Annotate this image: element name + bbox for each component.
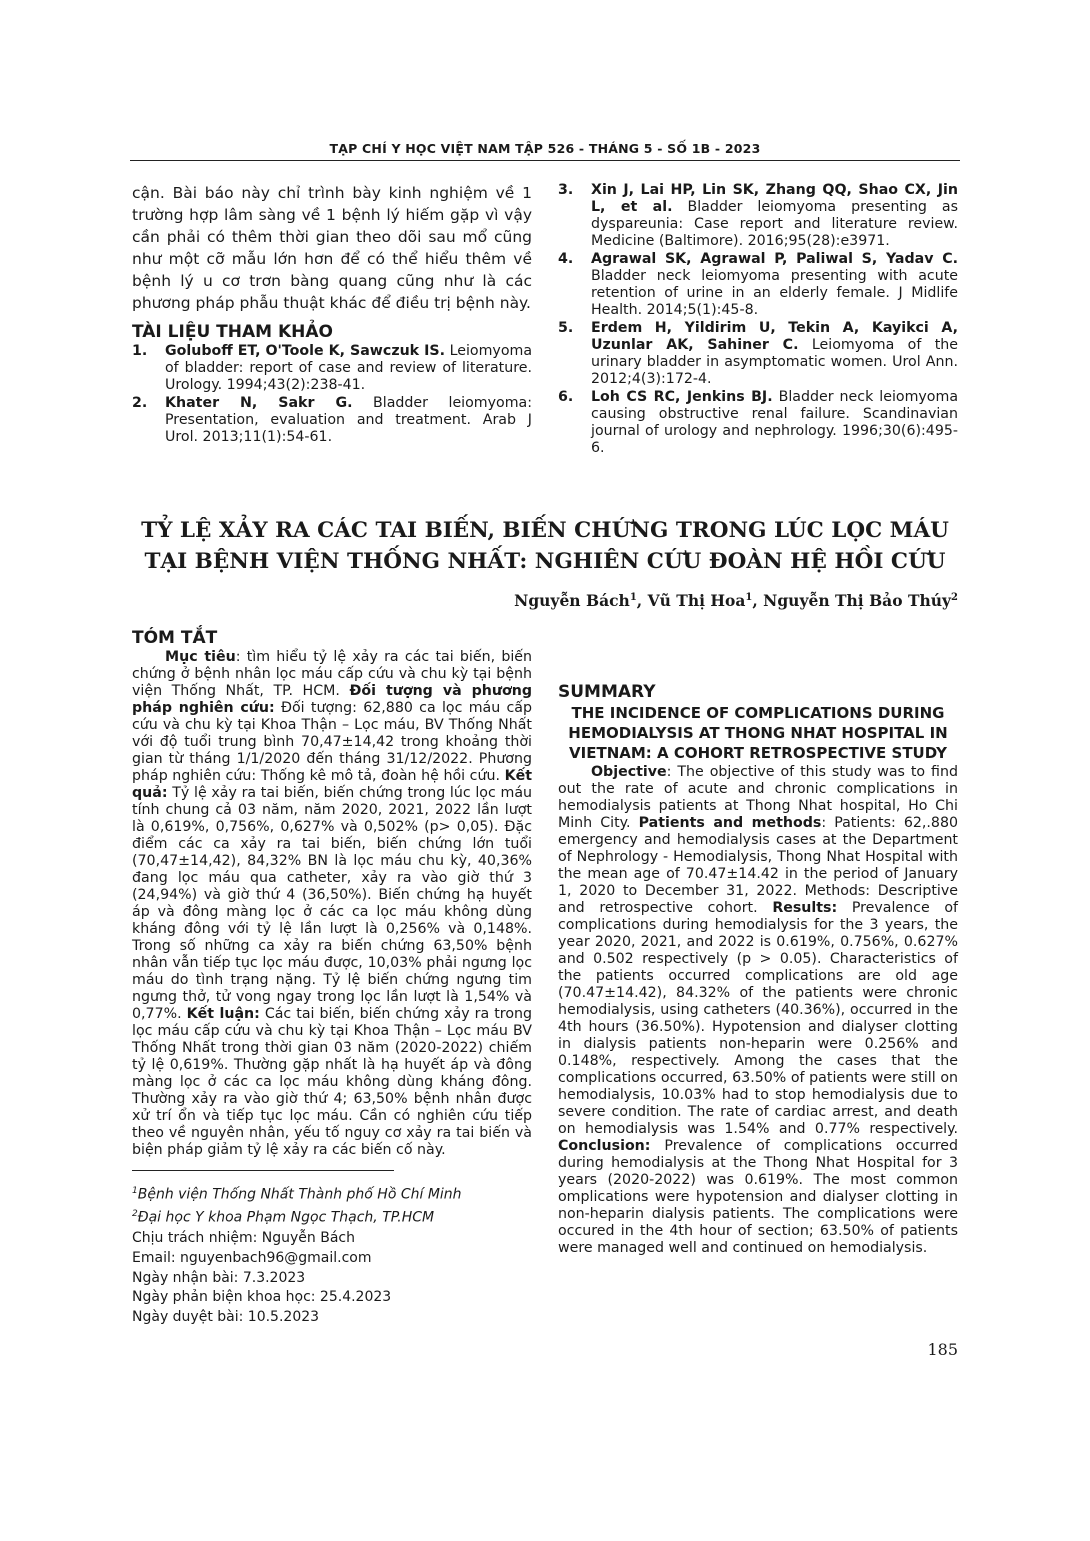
reference-number: 2. — [132, 395, 148, 411]
reference-text: Bladder leiomyoma presenting as dyspareunia: Case report and literature review. Medicine (Baltimore). 2016;95(28):e3971. — [591, 199, 958, 249]
reference-item — [558, 389, 958, 457]
summary-title: THE INCIDENCE OF COMPLICATIONS DURING HEMODIALYSIS AT THONG NHAT HOSPITAL IN VIETNAM: A COHORT RETROSPECTIVE STUDY — [568, 704, 948, 762]
reference-authors: Goluboff ET, O'Toole K, Sawczuk IS. — [165, 343, 446, 359]
reference-item — [558, 182, 958, 250]
reference-authors: Agrawal SK, Agrawal P, Paliwal S, Yadav C. — [591, 251, 958, 267]
reference-item — [132, 343, 532, 394]
objective-label: Objective — [591, 764, 667, 780]
reference-text: Leiomyoma of the urinary bladder in asymptomatic women. Urol Ann. 2012;4(3):172-4. — [591, 337, 959, 387]
reference-text: Bladder neck leiomyoma presenting with acute retention of urine in an elderly female. J Midlife Health. 2014;5(1):45-8. — [591, 268, 958, 318]
reference-number: 6. — [558, 389, 574, 405]
conclusion-label: Conclusion: — [558, 1138, 651, 1154]
summary-heading: SUMMARY — [558, 682, 656, 702]
author-name: Vũ Thị Hoa — [647, 591, 746, 610]
prev-article-left-column — [132, 182, 532, 447]
conclusion-label: Kết luận: — [186, 1006, 260, 1022]
abstract-vi — [132, 630, 532, 1159]
reference-number: 1. — [132, 343, 148, 359]
reference-authors: Xin J, Lai HP, Lin SK, Zhang QQ, Shao CX, Jin L, et al. — [591, 182, 958, 215]
prev-article-right-column — [558, 182, 958, 458]
methods-label: Patients and methods — [638, 815, 822, 831]
reference-item — [132, 395, 532, 446]
accepted-date: Ngày duyệt bài: 10.5.2023 — [132, 1309, 320, 1326]
author-name: Nguyễn Bách — [514, 591, 630, 610]
abstract-vi-heading: TÓM TẮT — [132, 628, 218, 648]
contact-email: Email: nguyenbach96@gmail.com — [132, 1249, 372, 1266]
reference-number: 4. — [558, 251, 574, 267]
reference-authors: Loh CS RC, Jenkins BJ. — [591, 389, 773, 405]
author-affiliation-sup: 1 — [629, 591, 637, 603]
reference-text: Bladder leiomyoma: Presentation, evaluation and treatment. Arab J Urol. 2013;11(1):54-61. — [165, 395, 532, 445]
article-title-line-2: TẠI BỆNH VIỆN THỐNG NHẤT: NGHIÊN CỨU ĐOÀN HỆ HỒI CỨU — [144, 549, 946, 574]
reference-text: Leiomyoma of bladder: report of case and review of literature. Urology. 1994;43(2):238-41. — [165, 343, 533, 393]
footnote-rule — [132, 1170, 394, 1171]
abstract-vi-body: Mục tiêu: tìm hiểu tỷ lệ xảy ra các tai biến, biến chứng ở bệnh nhân lọc máu cấp cứu và chu kỳ tại bệnh viện Thống Nhất, TP. HCM. Đối tượng và phương pháp nghiên cứu: Đối tượng: 62,880 ca lọc máu cấp cứu và chu kỳ tại Khoa Thận – Lọc máu, BV Thống Nhất với độ tuổi trung bình 70,47±14,42 trong khoảng thời gian từ tháng 1/1/2020 đến tháng 31/12/2022. Phương pháp nghiên cứu: Thống kê mô tả, đoàn hệ hồi cứu. Kết quả: Tỷ lệ xảy ra tai biến, biến chứng trong lúc lọc máu tính chung cả 03 năm, năm 2020, 2021, 2022 lần lượt là 0,619%, 0,756%, 0,627% và 0,502% (p> 0,05). Đặc điểm các ca xảy ra tai biến, biến chứng lớn tuổi (70,47±14,42), 84,32% BN là lọc máu chu kỳ, 40,36% đang lọc máu qua catheter, xảy ra vào giờ thứ 3 (24,94%) và giờ thứ 4 (36,50%). Biến chứng hạ huyết áp và đông màng lọc ở các ca lọc máu không dùng kháng đông với tỷ lệ lần lượt là 0,256% và 0,148%. Trong số những ca xảy ra biến chứng 63,50% bệnh nhân vẫn tiếp tục lọc máu được, 10,03% phải ngưng lọc máu do tình trạng nặng. Tỷ lệ biến chứng ngưng tim ngưng thở, tử vong ngay trong lọc lần lượt là 1,54% và 0,77%. Kết luận: Các tai biến, biến chứng xảy ra trong lọc máu cấp cứu và chu kỳ tại Khoa Thận – Lọc máu BV Thống Nhất trong thời gian 03 năm (2020-2022) chiếm tỷ lệ 0,619%. Thường gặp nhất là hạ huyết áp và đông màng lọc ở các ca lọc máu không dùng kháng đông. Thường xảy ra vào giờ thứ 4; 63,50% bệnh nhân được xử trí ổn và tiếp tục lọc máu. Cần có nghiên cứu tiếp theo về nguyên nhân, yếu tố nguy cơ xảy ra tai biến và biện pháp giảm tỷ lệ xảy ra các biến cố này. — [132, 649, 533, 1158]
responsible-author: Chịu trách nhiệm: Nguyễn Bách — [132, 1229, 355, 1246]
abstract-en — [558, 684, 958, 1257]
results-label: Results: — [772, 900, 838, 916]
affiliation-2: $^2$Đại học Y khoa Phạm Ngọc Thạch, TP.HCM — [132, 1209, 435, 1227]
prev-article-conclusion: cận. Bài báo này chỉ trình bày kinh nghiệm về 1 trường hợp lâm sàng về 1 bệnh lý hiếm gặp vì vậy cần phải có thêm thời gian theo dõi sau mổ cũng như một cỡ mẫu lớn hơn để có thể hiểu thêm về bệnh lý u cơ trơn bàng quang cũng như là các phương pháp phẫu thuật khác để điều trị bệnh này. — [132, 184, 532, 312]
reference-number: 5. — [558, 320, 574, 336]
reference-authors: Erdem H, Yildirim U, Tekin A, Kayikci A, Uzunlar AK, Sahiner C. — [591, 320, 958, 353]
received-date: Ngày nhận bài: 7.3.2023 — [132, 1269, 306, 1286]
page-number: 185 — [927, 1340, 958, 1359]
journal-header: TẠP CHÍ Y HỌC VIỆT NAM TẬP 526 - THÁNG 5 - SỐ 1B - 2023 — [329, 141, 761, 156]
objective-label: Mục tiêu — [165, 649, 236, 665]
reference-number: 3. — [558, 182, 574, 198]
author-affiliation-sup: 1 — [745, 591, 753, 603]
reference-text: Bladder neck leiomyoma causing obstructive renal failure. Scandinavian journal of urology and nephrology. 1996;30(6):495-6. — [591, 389, 959, 456]
header-rule — [130, 160, 960, 161]
reference-item — [558, 251, 958, 319]
methods-label: Đối tượng và phương pháp nghiên cứu: — [132, 683, 532, 716]
author-affiliation-sup: 2 — [951, 591, 958, 603]
article-authors: Nguyễn Bách$^1$, Vũ Thị Hoa$^1$, Nguyễn Thị Bảo Thúy$^2$ — [514, 591, 958, 610]
reference-item — [558, 320, 958, 388]
reference-authors: Khater N, Sakr G. — [165, 395, 353, 411]
review-date: Ngày phản biện khoa học: 25.4.2023 — [132, 1289, 392, 1306]
footnotes — [132, 1182, 532, 1328]
results-label: Kết quả: — [132, 768, 532, 801]
summary-body: Objective: The objective of this study was to find out the rate of acute and chronic complications in hemodialysis patients at Thong Nhat hospital, Ho Chi Minh City. Patients and methods: Patients: 62,.880 emergency and hemodialysis cases at the Department of Nephrology - Hemodialysis, Thong Nhat Hospital with the mean age of 70.47±14.42 in the period of January 1, 2020 to December 31, 2022. Methods: Descriptive and retrospective cohort. Results: Prevalence of complications during hemodialysis for the 3 years, the year 2020, 2021, and 2022 is 0.619%, 0.756%, 0.627% and 0.502 respectively (p > 0.05). Characteristics of the patients occurred complications are old age (70.47±14.42), 84.32% of the patients were chronic hemodialysis, using catheters (40.36%), occurred in the 4th hours (36.50%). Hypotension and dialyser clotting in dialysis patients non-heparin were 0.256% and 0.148%, respectively. Among the cases that the complications occurred, 63.50% of patients were still on hemodialysis, 10.03% had to stop hemodialysis due to severe condition. The rate of cardiac arrest, and death on hemodialysis was 1.54% and 0.77% respectively. Conclusion: Prevalence of complications occurred during hemodialysis at the Thong Nhat Hospital for 3 years (2020-2022) was 0.619%. The most common omplications were hypotension and dialyser clotting in non-heparin dialysis patients. The complications were occured in the 4th hour of section; 63.50% of patients were managed well and continued on hemodialysis. — [558, 764, 959, 1256]
references-heading: TÀI LIỆU THAM KHẢO — [132, 322, 333, 342]
article-title-line-1: TỶ LỆ XẢY RA CÁC TAI BIẾN, BIẾN CHỨNG TRONG LÚC LỌC MÁU — [141, 518, 949, 543]
author-name: Nguyễn Thị Bảo Thúy — [763, 591, 952, 610]
affiliation-1: $^1$Bệnh viện Thống Nhất Thành phố Hồ Chí Minh — [132, 1186, 462, 1203]
